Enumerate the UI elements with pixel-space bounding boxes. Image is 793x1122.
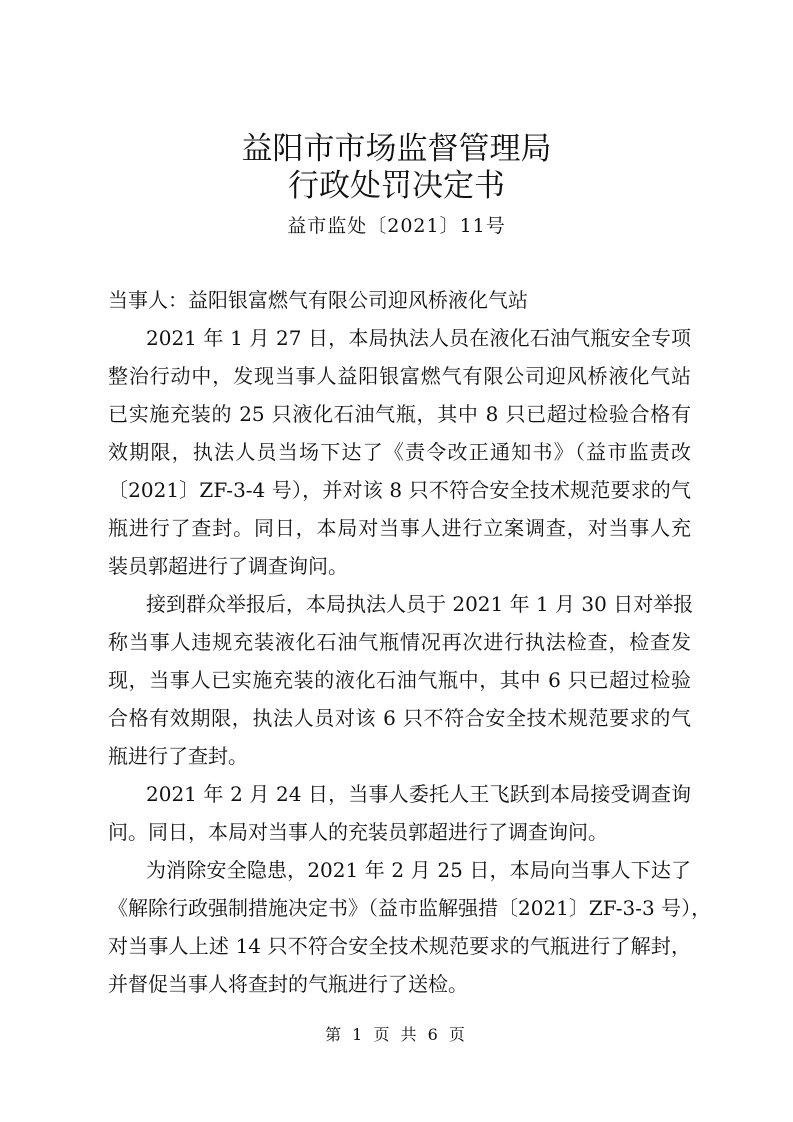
text-line: 已实施充装的 25 只液化石油气瓶，其中 8 只已超过检验合格有: [108, 402, 691, 426]
text-line: 并督促当事人将查封的气瓶进行了送检。: [108, 972, 468, 996]
document-body: [108, 281, 712, 1003]
document-number: 益市监处〔2021〕11号: [287, 215, 506, 237]
document-title-line2: 行政处罚决定书: [288, 168, 505, 204]
text-line: 效期限，执法人员当场下达了《责令改正通知书》（益市监责改: [108, 440, 691, 464]
text-line: 2021 年 1 月 27 日，本局执法人员在液化石油气瓶安全专项: [146, 326, 691, 350]
text-line: 整治行动中，发现当事人益阳银富燃气有限公司迎风桥液化气站: [108, 364, 691, 388]
text-line: 2021 年 2 月 24 日，当事人委托人王飞跃到本局接受调查询: [146, 782, 691, 806]
text-line: 瓶进行了查封。: [108, 744, 248, 768]
text-line: 瓶进行了查封。同日，本局对当事人进行立案调查，对当事人充: [108, 516, 691, 540]
text-line: 合格有效期限，执法人员对该 6 只不符合安全技术规范要求的气: [108, 706, 691, 730]
text-line: 装员郭超进行了调查询问。: [108, 554, 348, 578]
text-line: 对当事人上述 14 只不符合安全技术规范要求的气瓶进行了解封，: [108, 934, 691, 958]
text-line: 为消除安全隐患，2021 年 2 月 25 日，本局向当事人下达了: [146, 858, 691, 882]
text-line: 现，当事人已实施充装的液化石油气瓶中，其中 6 只已超过检验: [108, 668, 691, 692]
paragraph: [108, 585, 694, 775]
text-line: 当事人：益阳银富燃气有限公司迎风桥液化气站: [108, 288, 528, 312]
text-line: 称当事人违规充装液化石油气瓶情况再次进行执法检查，检查发: [108, 630, 691, 654]
paragraph: [108, 319, 691, 585]
paragraph: [108, 775, 691, 851]
text-line: 问。同日，本局对当事人的充装员郭超进行了调查询问。: [108, 820, 608, 844]
paragraph: [108, 281, 691, 319]
text-line: 〔2021〕ZF-3-4 号），并对该 8 只不符合安全技术规范要求的气: [108, 478, 691, 502]
paragraph: [108, 851, 712, 1003]
text-line: 接到群众举报后，本局执法人员于 2021 年 1 月 30 日对举报: [146, 592, 694, 616]
document-title-line1: 益阳市市场监督管理局: [241, 131, 552, 167]
page-number: 第 1 页 共 6 页: [325, 1025, 468, 1044]
text-line: 《解除行政强制措施决定书》（益市监解强措〔2021〕ZF-3-3 号），: [108, 896, 712, 920]
